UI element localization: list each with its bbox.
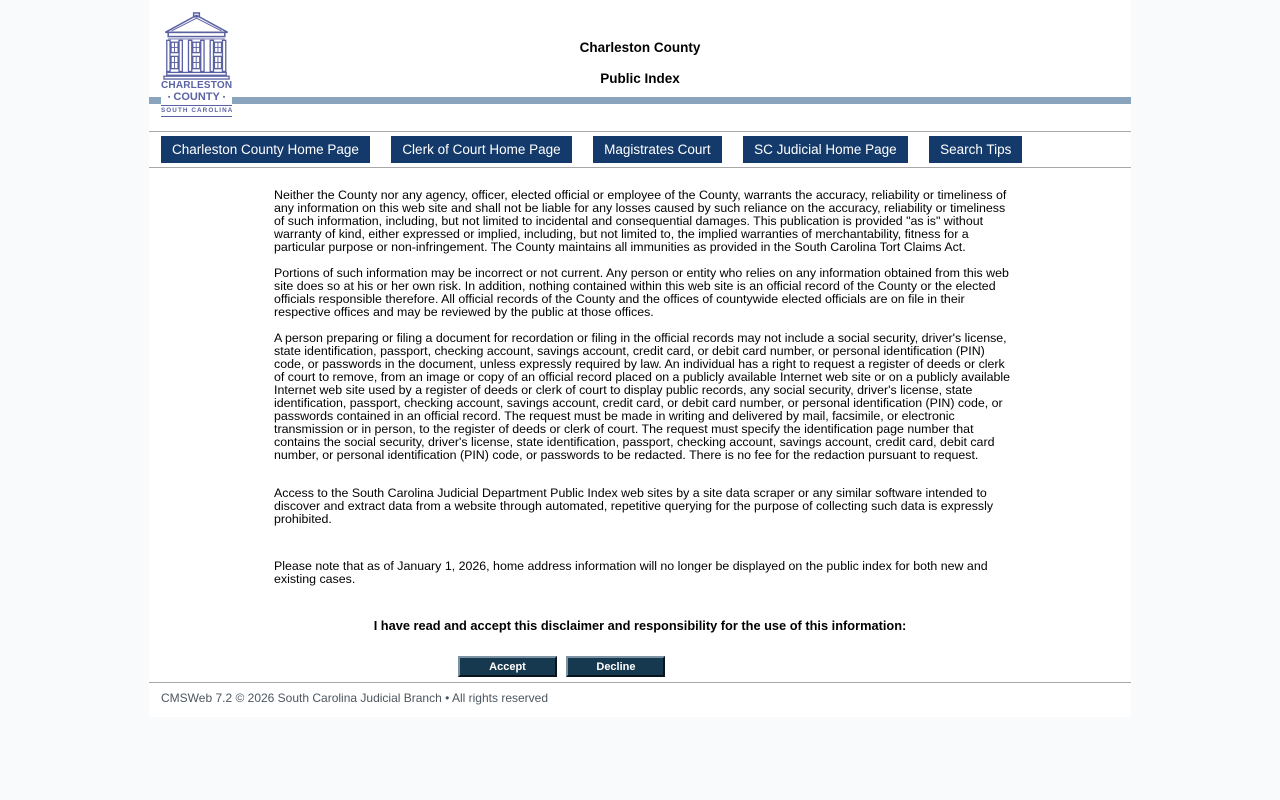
- acknowledgement-statement: I have read and accept this disclaimer and responsibility for the use of this information:: [373, 618, 907, 633]
- action-button-row: [149, 656, 1131, 677]
- decline-button[interactable]: Decline: [566, 656, 665, 677]
- disclaimer-paragraph-4: Access to the South Carolina Judicial Department Public Index web sites by a site data scraper or any similar software intended to discover and extract data from a website through automated, repetitive querying for the purpose of collecting such data is expressly prohibited.: [274, 486, 994, 526]
- nav-divider-bottom: [149, 167, 1131, 168]
- disclaimer-body: [274, 189, 1011, 586]
- nav-magistrates-court[interactable]: Magistrates Court: [593, 136, 722, 163]
- nav-sc-judicial-home[interactable]: SC Judicial Home Page: [743, 136, 908, 163]
- disclaimer-paragraph-1: Neither the County nor any agency, officer, elected official or employee of the County, warrants the accuracy, reliability or timeliness of any information on this web site and shall not be liable for any losses caused by such reliance on the accuracy, reliability or timeliness of such information, including, but not limited to incidental and consequential damages. This publication is provided "as is" without warranty of kind, either expressed or implied, including, but not limited to, the implied warranties of merchantability, fitness for a particular purpose or non-infringement. The County maintains all immunities as provided in the South Carolina Tort Claims Act.: [274, 188, 1007, 254]
- page-title-line1: Charleston County: [579, 40, 701, 55]
- disclaimer-paragraph-3: A person preparing or filing a document for recordation or filing in the official records may not include a social security, driver's license, state identification, passport, checking account, savings account, credit card, or debit card number, or personal identification (PIN) code, or passwords in the document, unless expressly required by law. An individual has a right to request a register of deeds or clerk of court to remove, from an image or copy of an official record placed on a publicly available Internet web site or on a publicly available Internet web site used by a register of deeds or clerk of court to display public records, any social security, driver's license, state identification, passport, checking account, savings account, credit card, or debit card number, or personal identification (PIN) code, or passwords contained in an official record. The request must be made in writing and delivered by mail, facsimile, or electronic transmission or in person, to the register of deeds or clerk of court. The request must specify the identification page number that contains the social security, driver's license, state identification, passport, checking account, savings account, credit card, debit card number, or personal identification (PIN) code, or passwords to be redacted. There is no fee for the redaction pursuant to request.: [274, 331, 1011, 462]
- header: [149, 0, 1131, 114]
- logo-text-charleston: CHARLESTON: [161, 80, 233, 91]
- courthouse-icon: [163, 12, 230, 80]
- logo-ornament-left: ▪: [167, 94, 171, 101]
- nav-clerk-of-court-home[interactable]: Clerk of Court Home Page: [391, 136, 571, 163]
- nav-charleston-county-home[interactable]: Charleston County Home Page: [161, 136, 370, 163]
- accept-button[interactable]: Accept: [458, 656, 557, 677]
- page-title-line2: Public Index: [600, 71, 680, 86]
- charleston-county-logo: [161, 12, 232, 118]
- disclaimer-paragraph-5: Please note that as of January 1, 2026, home address information will no longer be displayed on the public index for both new and existing cases.: [274, 559, 988, 586]
- footer-text: CMSWeb 7.2 © 2026 South Carolina Judicial Branch • All rights reserved: [161, 691, 549, 705]
- disclaimer-paragraph-2: Portions of such information may be incorrect or not current. Any person or entity who relies on any information obtained from this web site does so at his or her own risk. In addition, nothing contained within this web site is an official record of the County or the elected officials responsible therefore. All official records of the County and the offices of countywide elected officials are on file in their respective offices and may be reviewed by the public at those offices.: [274, 266, 1009, 319]
- nav-bar: [149, 132, 1131, 167]
- page-title: [149, 41, 1131, 86]
- nav-search-tips[interactable]: Search Tips: [929, 136, 1022, 163]
- header-accent-bar: [149, 97, 1131, 104]
- logo-text-south-carolina: SOUTH CAROLINA: [161, 105, 232, 117]
- logo-ornament-right: ▪: [222, 94, 226, 101]
- content-card: [149, 0, 1131, 717]
- logo-text-county: ▪ COUNTY ▪: [167, 91, 226, 103]
